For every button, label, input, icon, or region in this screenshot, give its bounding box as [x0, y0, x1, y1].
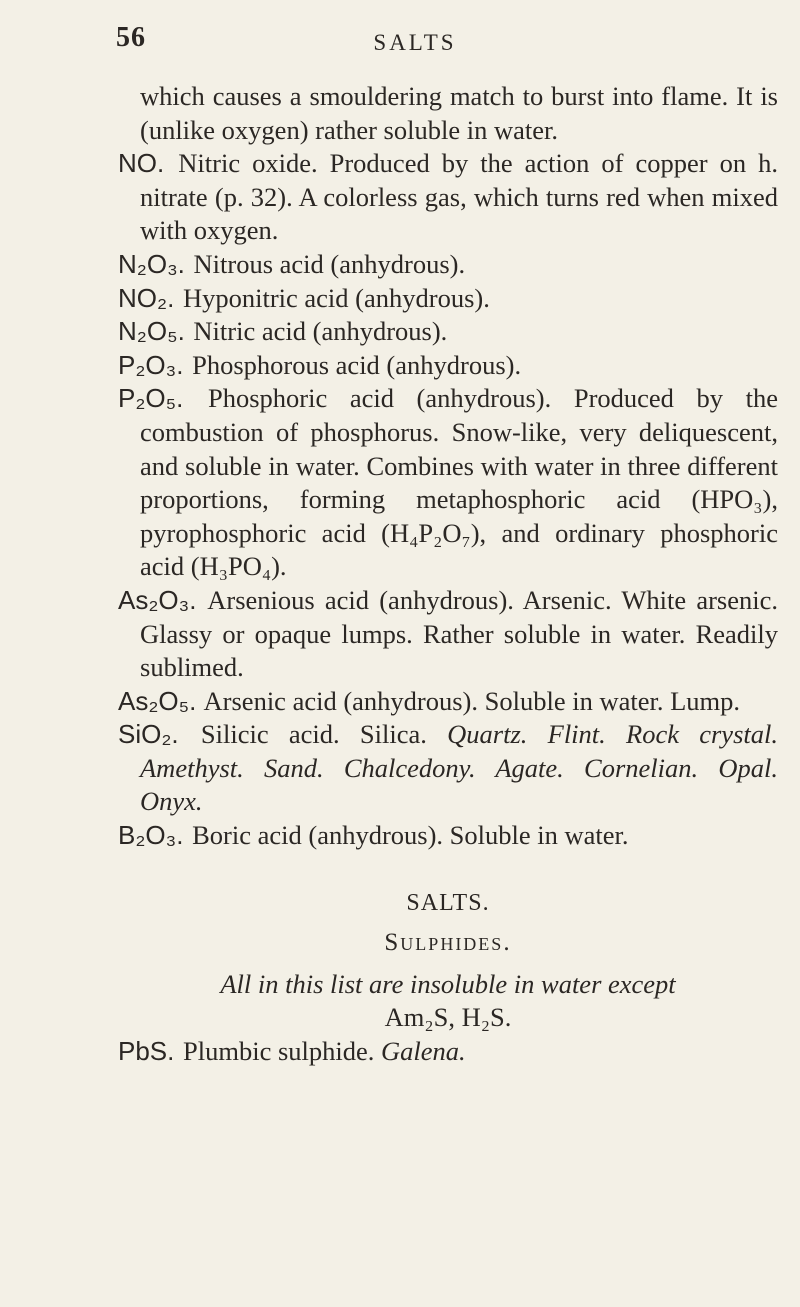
entry-no2: [118, 282, 778, 316]
entry-formula: N₂O₅.: [118, 316, 185, 347]
body-text: [118, 80, 778, 1069]
section-title: SALTS.: [406, 889, 490, 916]
entry-text: Boric acid (anhydrous). Soluble in water.: [192, 820, 629, 851]
entry-formula: P₂O₅.: [118, 383, 184, 414]
entry-text: Phosphoric acid (anhydrous). Produced by the combustion of phosphorus. Snow-like, very deliquescent, and soluble in water. Combines with water in three different proportions, forming metaphosphoric acid (HPO₃), pyrophosphoric acid (H₄P₂O₇), and ordinary phosphoric acid (H₃PO₄).: [140, 383, 778, 582]
entry-text: Hyponitric acid (anhydrous).: [182, 282, 490, 313]
entry-sio2: [118, 718, 778, 819]
entry-text: Arsenic acid (anhydrous). Soluble in water. Lump.: [203, 685, 741, 716]
section-note: All in this list are insoluble in water except: [220, 968, 676, 999]
entry-text: Plumbic sulphide.: [183, 1036, 375, 1067]
entry-text: Silicic acid. Silica.: [200, 719, 427, 750]
entry-as2o3: [118, 584, 778, 685]
subsection-title: Sulphides.: [384, 929, 512, 957]
entry-as2o5: [118, 685, 778, 719]
entry-formula: As₂O₅.: [118, 685, 197, 716]
entry-formula: PbS.: [118, 1036, 175, 1067]
entry-formula: SiO₂.: [118, 719, 179, 750]
entry-text: Arsenious acid (anhydrous). Arsenic. White arsenic. Glassy or opaque lumps. Rather soluble in water. Readily sublimed.: [140, 584, 779, 683]
entry-formula: NO.: [118, 148, 165, 179]
entry-p2o5: [118, 382, 778, 584]
entry-text: Nitric acid (anhydrous).: [193, 316, 448, 347]
running-head: SALTS: [373, 30, 457, 55]
section-note-formula: Am₂S, H₂S.: [384, 1002, 512, 1033]
entry-formula: N₂O₃.: [118, 248, 185, 279]
entry-formula: NO₂.: [118, 282, 175, 313]
entry-formula: P₂O₃.: [118, 349, 184, 380]
continuation-paragraph: which causes a smouldering match to burst into flame. It is (unlike oxygen) rather soluble in water.: [140, 81, 778, 145]
entry-no: [118, 147, 778, 248]
entry-text: Nitrous acid (anhydrous).: [193, 248, 466, 279]
page-number: 56: [116, 22, 146, 53]
entry-text: Phosphorous acid (anhydrous).: [192, 349, 522, 380]
entry-pbs: [118, 1035, 778, 1069]
entry-formula: As₂O₃.: [118, 584, 197, 615]
entry-n2o3: [118, 248, 778, 282]
mineral-names: Galena.: [381, 1036, 466, 1067]
entry-n2o5: [118, 315, 778, 349]
entry-formula: B₂O₃.: [118, 820, 184, 851]
entry-p2o3: [118, 349, 778, 383]
entry-b2o3: [118, 819, 778, 853]
mineral-names: Quartz. Flint. Rock crystal. Amethyst. Sand. Chalcedony. Agate. Cornelian. Opal. Onyx.: [140, 719, 778, 817]
entry-text: Nitric oxide. Produced by the action of copper on h. nitrate (p. 32). A colorless gas, which turns red when mixed with oxygen.: [140, 148, 779, 246]
